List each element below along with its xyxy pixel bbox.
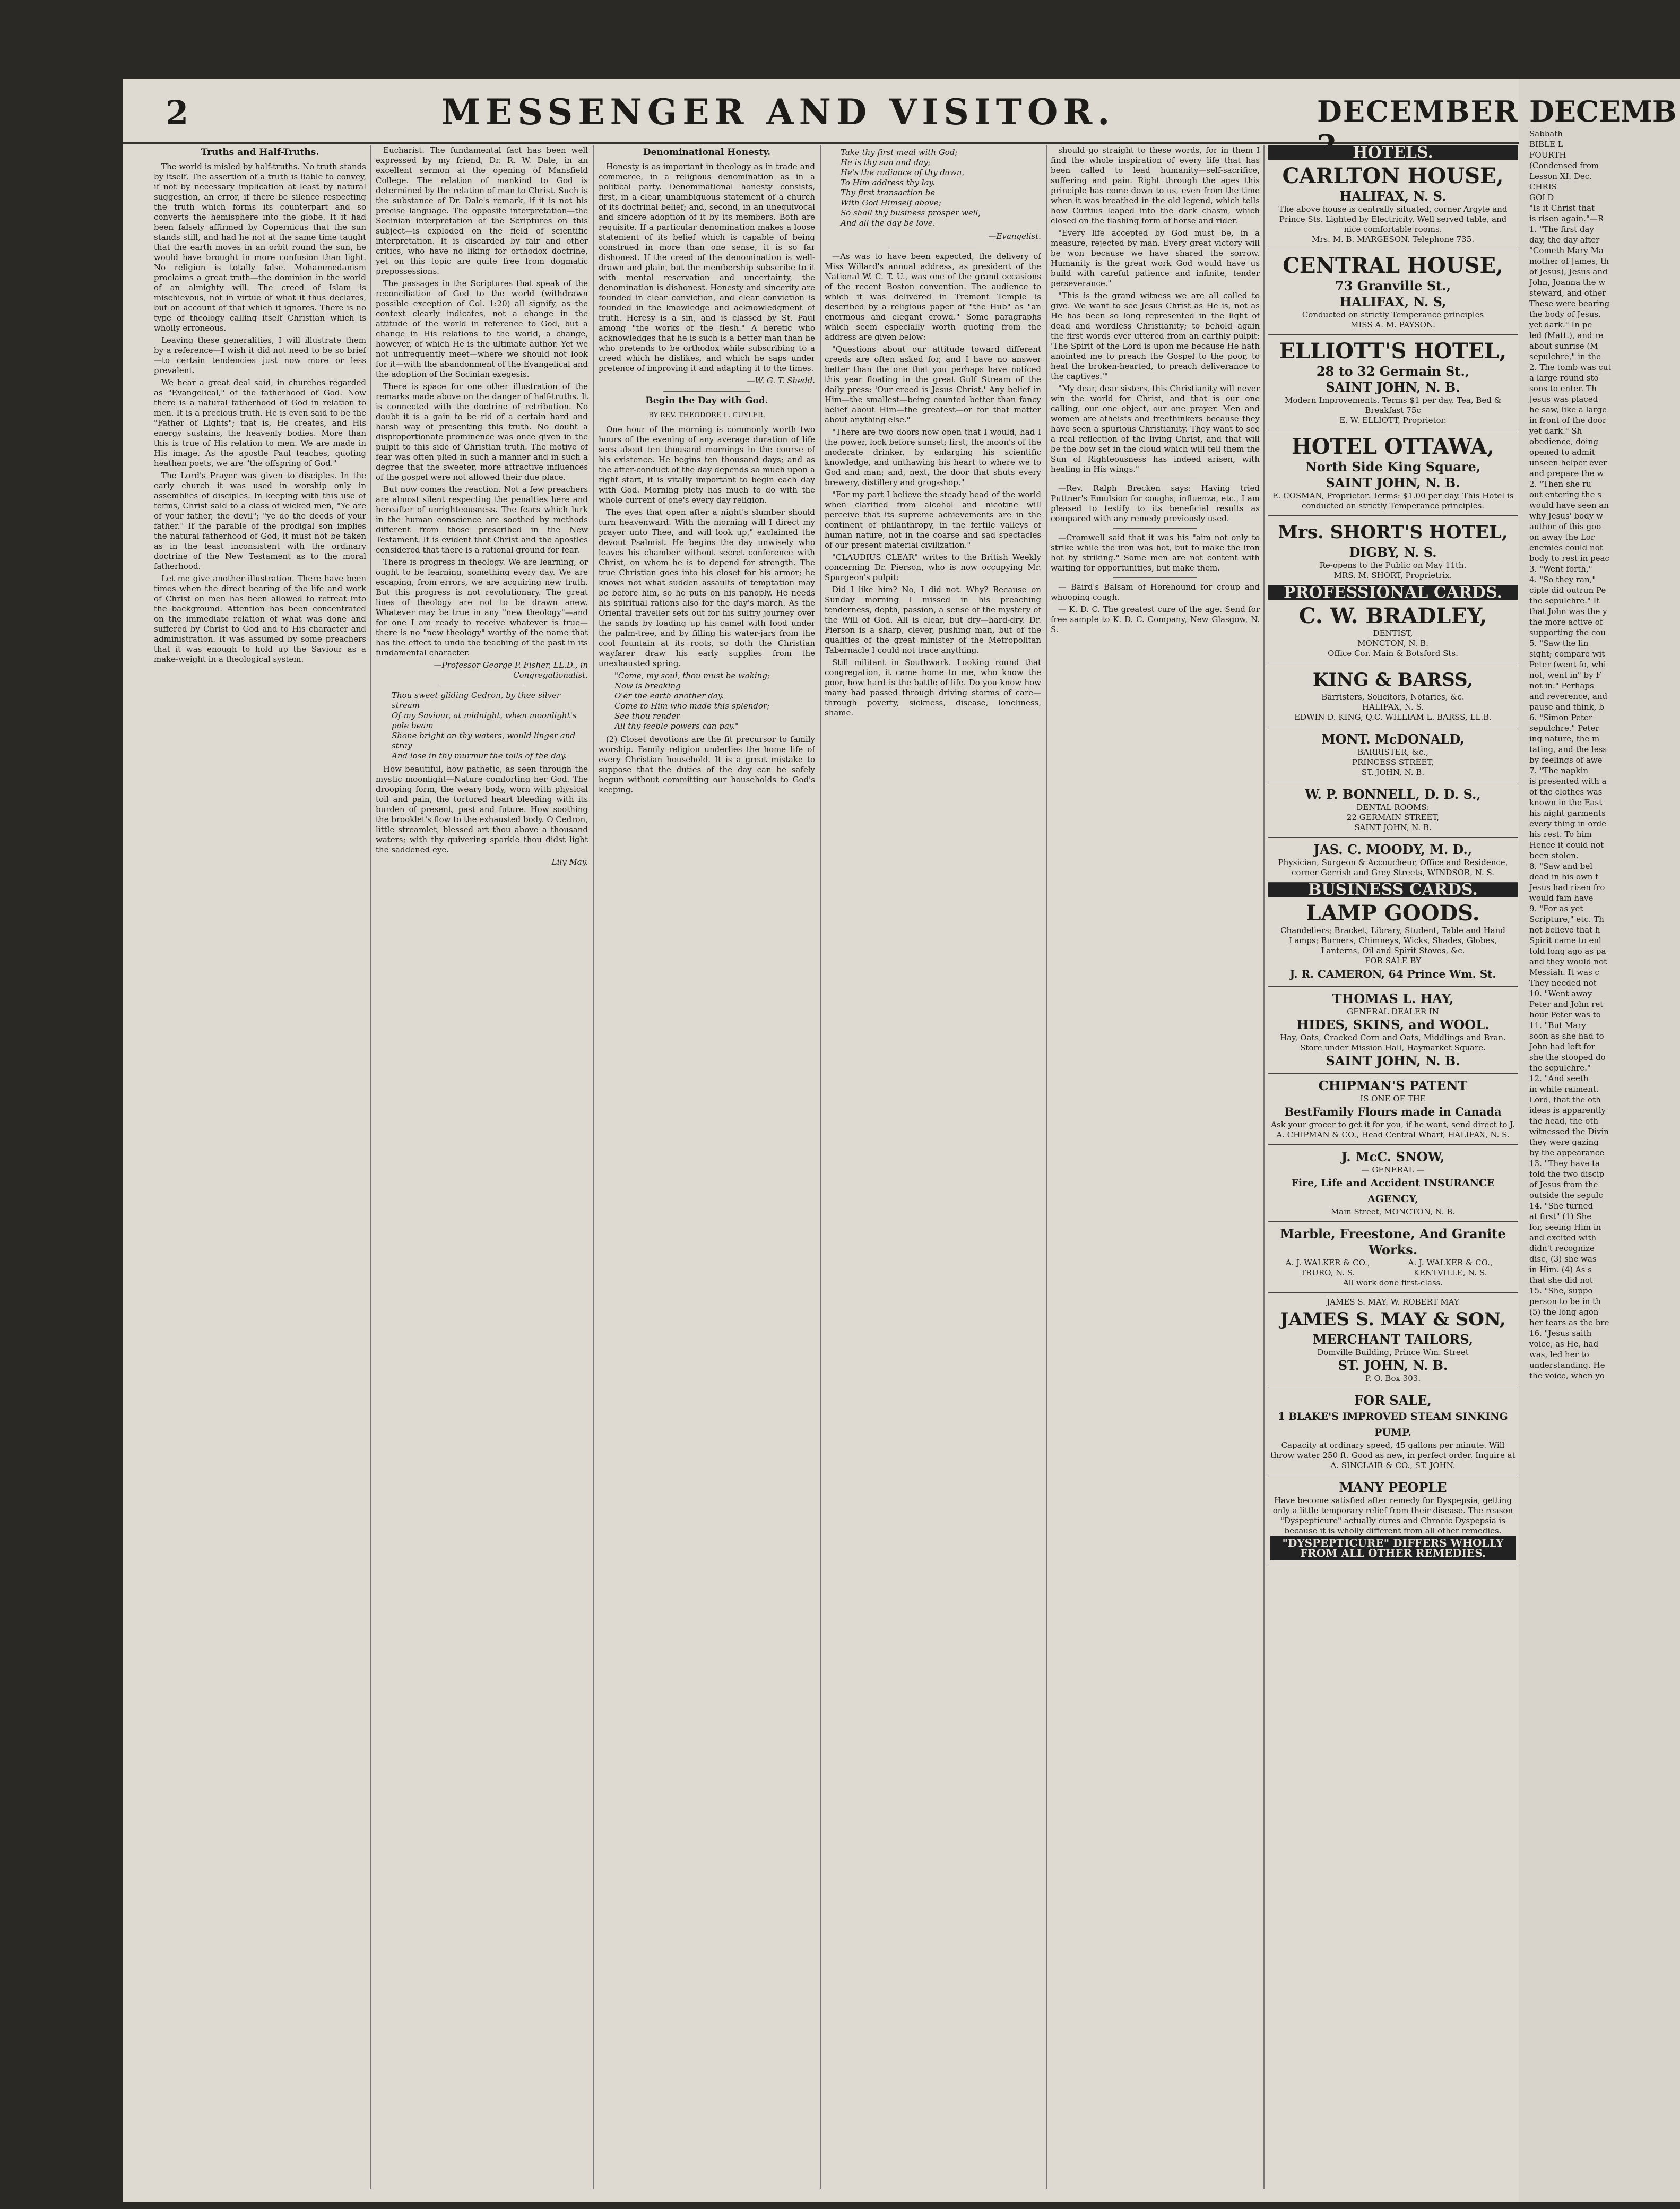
adjacent-page-line: of the clothes was: [1529, 787, 1603, 797]
paragraph: —Cromwell said that it was his "aim not only to strike while the iron was hot, but to make the iron hot by striking." Some men are not content with waiting for opportunities, but make them.: [1051, 533, 1260, 573]
adjacent-page-line: tating, and the less: [1529, 745, 1607, 754]
paragraph: "Every life accepted by God must be, in a measure, rejected by man. Every great victory will be won because we have shared the sorrow. Humanity is the great work God would have us build with careful patience and infinite, tender perseverance.": [1051, 228, 1260, 288]
adjacent-page-line: 4. "So they ran,": [1529, 575, 1596, 584]
ad-mcdonald: [1268, 727, 1518, 782]
adjacent-page-line: is presented with a: [1529, 776, 1607, 786]
article-signature: —Evangelist.: [988, 231, 1041, 241]
ad-city: HALIFAX, N. S,: [1339, 294, 1447, 309]
ad-title: JAMES S. MAY & SON,: [1280, 1309, 1506, 1330]
article-title: Truths and Half-Truths.: [201, 147, 319, 158]
ad-city: DIGBY, N. S.: [1349, 545, 1437, 560]
column-5: [1051, 145, 1260, 2194]
ad-title: Marble, Freestone, And Granite Works.: [1280, 1226, 1506, 1257]
adjacent-page-line: 15. "She, suppo: [1529, 1286, 1593, 1296]
adjacent-page-line: told the two discip: [1529, 1169, 1605, 1179]
adjacent-page-line: hour Peter was to: [1529, 1010, 1601, 1020]
ad-thomas-hay: [1268, 987, 1518, 1074]
adjacent-page-line: voice, as He, had: [1529, 1339, 1599, 1349]
adjacent-page-lines: [1529, 128, 1680, 1381]
ad-city: ST. JOHN, N. B.: [1338, 1358, 1448, 1373]
adjacent-page-date: DECEMB: [1529, 94, 1677, 128]
adjacent-page-line: 3. "Went forth,": [1529, 564, 1592, 574]
paragraph: Honesty is as important in theology as in trade and commerce, in a religious denomination as in a political party. Denominational honesty consists, first, in a clear, unambiguous statement of a church of its doctrinal belief; and, second, in an unequivocal and sincere adoption of it by its members. Both are requisite. If a particular denomination makes a loose statement of its belief which is capable of being construed in more than one sense, it is so far dishonest. If the creed of the denomination is well-drawn and plain, but the membership subscribe to it with mental reservation and uncertainty, the denomination is dishonest. Honesty and sincerity are founded in clear conviction, and clear conviction is founded in the knowledge and acknowledgment of truth. Heresy is a sin, and is classed by St. Paul among "the works of the flesh." A heretic who acknowledges that he is such is a better man than he who pretends to be orthodox while subscribing to a creed which he dislikes, and which he saps under pretence of improving it and adapting it to the times.: [599, 162, 815, 373]
ad-shorts-hotel: [1268, 516, 1518, 585]
ad-may-son: [1268, 1293, 1518, 1388]
ad-location: A. J. WALKER & CO., TRURO, N. S.: [1285, 1258, 1370, 1278]
ad-body: Physician, Surgeon & Accoucheur, Office and Residence, corner Gerrish and Grey Streets, WINDSOR, N. S.: [1278, 858, 1508, 877]
adjacent-page-line: the head, the oth: [1529, 1116, 1599, 1126]
adjacent-page-line: obedience, doing: [1529, 437, 1598, 446]
separator: [1113, 577, 1197, 578]
adjacent-page: [1519, 79, 1680, 2202]
adjacent-page-line: 7. "The napkin: [1529, 766, 1589, 775]
paragraph: "Questions about our attitude toward different creeds are often asked for, and I have no answer better than the one that you perhaps have noticed this year floating in the great Gulf Stream of the daily press: 'Our creed is Jesus Christ.' Any belief in Him—the smallest—being counted better than fancy belief about Him—the greatest—or for that matter about anything else.": [825, 344, 1041, 425]
separator: [1113, 528, 1197, 529]
adjacent-page-line: the sepulchre.": [1529, 1063, 1591, 1073]
paragraph: Did I like him? No, I did not. Why? Because on Sunday morning I missed in his preaching tenderness, depth, passion, a sense of the mystery of the Will of God. All is clear, but dry—hard-dry. Dr. Pierson is a sharp, clever, pushing man, but of the qualities of the great minister of the Metropolitan Tabernacle I could not trace anything.: [825, 585, 1041, 655]
issue-date: DECEMBER: [1317, 94, 1519, 128]
adjacent-page-line: unseen helper ever: [1529, 458, 1607, 468]
paragraph: But now comes the reaction. Not a few preachers are almost silent respecting the penalties here and hereafter of unrighteousness. The fears which lurk in the human conscience are soothed by methods different from those prescribed in the New Testament. It is evident that Christ and the apostles considered that there is a rational ground for fear.: [376, 485, 588, 555]
column-rule: [370, 145, 371, 2189]
newspaper-page: [123, 79, 1521, 2202]
paragraph: "There are two doors now open that I would, had I the power, lock before sunset; first, the moon's of the moderate drinker, by enlarging his scientific knowledge, and unthawing his heart to where we to God and man; and, next, the door that shuts every brewery, distillery and grog-shop.": [825, 427, 1041, 487]
paper-name: MESSENGER AND VISITOR.: [441, 91, 1115, 133]
paragraph: "CLAUDIUS CLEAR" writes to the British Weekly concerning Dr. Pierson, who is now occupying Mr. Spurgeon's pulpit:: [825, 553, 1041, 582]
adjacent-page-line: the sepulchre." It: [1529, 596, 1600, 606]
ad-title: HOTEL OTTAWA,: [1291, 434, 1495, 459]
ad-subtitle: DENTAL ROOMS:: [1356, 803, 1430, 812]
adjacent-page-line: and excited with: [1529, 1233, 1597, 1242]
adjacent-page-line: 14. "She turned: [1529, 1201, 1594, 1211]
adjacent-page-line: her tears as the bre: [1529, 1318, 1609, 1327]
adjacent-page-line: been stolen.: [1529, 851, 1579, 860]
adjacent-page-line: 12. "And seeth: [1529, 1074, 1589, 1083]
adjacent-page-line: by the appearance: [1529, 1148, 1605, 1158]
ad-proprietor: MISS A. M. PAYSON.: [1350, 320, 1435, 330]
adjacent-page-line: he saw, like a large: [1529, 405, 1607, 415]
paragraph: "This is the grand witness we are all called to give. We want to see Jesus Christ as He is, not as He has been so long represented in the light of dead and wordless Christianity; to behold again the first words ever uttered from an earthly pulpit: 'The Spirit of the Lord is upon me because He hath anointed me to preach the Gospel to the poor, to heal the broken-hearted, to preach deliverance to the captives.'": [1051, 291, 1260, 381]
adjacent-page-line: 9. "For as yet: [1529, 904, 1583, 913]
adjacent-page-line: sight; compare wit: [1529, 649, 1605, 659]
paragraph: —Rev. Ralph Brecken says: Having tried Puttner's Emulsion for coughs, influenza, etc., I am pleased to testify to its beneficial results as compared with any remedy previously used.: [1051, 484, 1260, 523]
adjacent-page-line: of Jesus from the: [1529, 1180, 1598, 1189]
adjacent-page-line: 13. "They have ta: [1529, 1159, 1600, 1168]
ad-subtitle: IS ONE OF THE: [1360, 1094, 1426, 1103]
adjacent-page-line: not believe that h: [1529, 925, 1600, 935]
adjacent-page-line: Spirit came to enl: [1529, 936, 1601, 945]
ad-body: Have become satisfied after remedy for Dyspepsia, getting only a little temporary relief from their disease. The reason "Dyspepticure" actually cures and Chronic Dyspepsia is because it is wholly different from all other remedies.: [1272, 1496, 1513, 1535]
ad-city: MONCTON, N. B.: [1357, 638, 1428, 648]
ad-title: CENTRAL HOUSE,: [1283, 253, 1503, 278]
column-rule: [820, 145, 821, 2189]
adjacent-page-line: why Jesus' body w: [1529, 511, 1603, 521]
paragraph: How beautiful, how pathetic, as seen through the mystic moonlight—Nature comforting her God. The drooping form, the weary body, worn with physical toil and pain, the tortured heart bleeding with its burden of present, past and future. How soothing the brooklet's flow to the exhausted body. O Cedron, little streamlet, blessed art thou above a thousand waters; with thy quivering sparkle thou didst light the saddened eye.: [376, 764, 588, 855]
ad-body: Capacity at ordinary speed, 45 gallons per minute. Will throw water 250 ft. Good as new, in perfect order. Inquire at A. SINCLAIR & CO., ST. JOHN.: [1270, 1440, 1516, 1470]
article-signature: —Professor George P. Fisher, LL.D., in Congregationalist.: [434, 660, 588, 680]
adjacent-page-line: yet dark." Sh: [1529, 426, 1582, 436]
adjacent-page-line: the body of Jesus.: [1529, 309, 1601, 319]
adjacent-page-line: Peter and John ret: [1529, 999, 1604, 1009]
paragraph: "For my part I believe the steady head of the world when clarified from alcohol and nicotine will perceive that its supreme achievements are in the continent of philanthropy, in the fertile valleys of human nature, not in the coarse and sad spectacles of our present material civilization.": [825, 490, 1041, 550]
masthead: [123, 79, 1521, 144]
ad-moody: [1268, 838, 1518, 883]
ad-body: All work done first-class.: [1343, 1278, 1443, 1288]
ad-address: 28 to 32 Germain St.,: [1316, 364, 1470, 379]
ad-address: North Side King Square,: [1305, 459, 1481, 474]
column-2: [376, 145, 588, 2194]
adjacent-page-line: (Condensed from: [1529, 161, 1599, 170]
ad-chipman: [1268, 1074, 1518, 1145]
ad-title: JAS. C. MOODY, M. D.,: [1313, 842, 1473, 857]
adjacent-page-line: witnessed the Divin: [1529, 1127, 1609, 1136]
ad-subtitle: FOR SALE BY: [1364, 956, 1422, 965]
ad-title: C. W. BRADLEY,: [1298, 603, 1487, 628]
adjacent-page-line: Lord, that the oth: [1529, 1095, 1601, 1104]
ad-proprietor: Mrs. M. B. MARGESON. Telephone 735.: [1311, 235, 1475, 244]
article-signature: —W. G. T. Shedd.: [747, 376, 815, 385]
adjacent-page-line: they were gazing: [1529, 1137, 1599, 1147]
ad-subtitle: DENTIST,: [1373, 628, 1413, 638]
adjacent-page-line: sepulchre," in the: [1529, 352, 1601, 361]
ad-subtitle: MERCHANT TAILORS,: [1312, 1332, 1474, 1347]
adjacent-page-line: outside the sepulc: [1529, 1190, 1603, 1200]
ad-snow-insurance: [1268, 1145, 1518, 1222]
ad-goods: BestFamily Flours made in Canada: [1284, 1105, 1502, 1118]
ad-seller: J. R. CAMERON, 64 Prince Wm. St.: [1289, 968, 1496, 980]
paragraph: The Lord's Prayer was given to disciples. In the early church it was used in worship only in assemblies of disciples. In keeping with this use of terms, Christ said to a class of wicked men, "Ye are of your father, the devil"; "ye do the deeds of your father." If the parable of the prodigal son implies the natural fatherhood of God, it must not be taken as in the least inconsistent with the ordinary doctrine of the New Testament as to the moral fatherhood.: [154, 471, 366, 571]
adjacent-page-line: 2. The tomb was cut: [1529, 363, 1612, 372]
adjacent-page-line: in white raiment.: [1529, 1084, 1599, 1094]
paragraph: — Baird's Balsam of Horehound for croup and whooping cough.: [1051, 582, 1260, 602]
ad-city: SAINT JOHN, N. B.: [1326, 475, 1460, 490]
ad-address: Domville Building, Prince Wm. Street: [1317, 1348, 1469, 1357]
ad-title: THOMAS L. HAY,: [1332, 991, 1454, 1006]
adjacent-page-line: that John was the y: [1529, 607, 1607, 616]
ad-goods: 1 BLAKE'S IMPROVED STEAM SINKING PUMP.: [1278, 1411, 1508, 1438]
adjacent-page-line: every thing in orde: [1529, 819, 1607, 829]
ad-goods: HIDES, SKINS, and WOOL.: [1296, 1017, 1490, 1032]
adjacent-page-line: the voice, when yo: [1529, 1371, 1605, 1380]
ad-proprietor: MRS. M. SHORT, Proprietrix.: [1333, 571, 1452, 580]
adjacent-page-line: They needed not: [1529, 978, 1597, 988]
page-number: 2: [166, 93, 189, 132]
column-4: [825, 145, 1041, 2194]
ad-for-sale: [1268, 1388, 1518, 1475]
ad-title: CARLTON HOUSE,: [1282, 163, 1504, 188]
ad-address: 22 GERMAIN STREET,: [1346, 813, 1440, 822]
adjacent-page-line: John had left for: [1529, 1042, 1595, 1051]
adjacent-page-line: and they would not: [1529, 957, 1607, 967]
ad-city: HALIFAX, N. S.: [1362, 702, 1424, 712]
adjacent-page-line: opened to admit: [1529, 447, 1595, 457]
ad-city: ST. JOHN, N. B.: [1361, 767, 1425, 777]
paragraph: Let me give another illustration. There have been times when the direct bearing of the life and work of Christ on men has been allowed to retreat into the background. Attention has been concentrated on the immediate relation of what was done and suffered by Christ to God and to His character and administration. It was assumed by some preachers that it was enough to hold up the Saviour as a make-weight in a theological system.: [154, 574, 366, 664]
adjacent-page-line: Scripture," etc. Th: [1529, 914, 1604, 924]
article-byline: BY REV. THEODORE L. CUYLER.: [648, 411, 765, 419]
ad-title: W. P. BONNELL, D. D. S.,: [1305, 787, 1481, 802]
adjacent-page-line: for, seeing Him in: [1529, 1222, 1601, 1232]
adjacent-page-line: Messiah. It was c: [1529, 968, 1599, 977]
adjacent-page-line: didn't recognize: [1529, 1244, 1595, 1253]
paragraph: —As was to have been expected, the delivery of Miss Willard's annual address, as president of the National W. C. T. U., was one of the grand occasions of the recent Boston convention. The audience to which it was delivered in Tremont Temple is described by a religious paper of "the Hub" as "an enormous and elegant crowd." Some paragraphs which seem especially worth quoting from the address are given below:: [825, 252, 1041, 342]
section-band-business: BUSINESS CARDS.: [1268, 883, 1518, 897]
ad-hotel-ottawa: [1268, 430, 1518, 516]
adjacent-page-line: body to rest in peac: [1529, 554, 1609, 563]
column-3: [599, 145, 815, 2194]
adjacent-page-line: These were bearing: [1529, 299, 1610, 308]
ad-box: P. O. Box 303.: [1365, 1374, 1421, 1383]
ad-goods: Fire, Life and Accident INSURANCE AGENCY,: [1291, 1177, 1495, 1205]
ad-title: CHIPMAN'S PATENT: [1318, 1078, 1468, 1093]
ad-title: FOR SALE,: [1354, 1393, 1432, 1408]
ad-body: Conducted on strictly Temperance principles: [1302, 310, 1484, 320]
ad-body: Office Cor. Main & Botsford Sts.: [1328, 649, 1458, 658]
ad-body: Modern Improvements. Terms $1 per day. Tea, Bed & Breakfast 75c: [1284, 395, 1502, 415]
ad-city: SAINT JOHN, N. B.: [1326, 1053, 1460, 1068]
adjacent-page-line: Jesus had risen fro: [1529, 883, 1605, 892]
ad-body: E. COSMAN, Proprietor. Terms: $1.00 per day. This Hotel is conducted on strictly Temperance principles.: [1272, 491, 1514, 511]
adjacent-page-line: about sunrise (M: [1529, 341, 1598, 351]
ad-king-barss: [1268, 663, 1518, 727]
ad-elliotts-hotel: [1268, 335, 1518, 430]
adjacent-page-line: that she did not: [1529, 1275, 1593, 1285]
adjacent-page-line: Hence it could not: [1529, 840, 1604, 850]
poem-verse: Take thy first meal with God; He is thy sun and day; He's the radiance of thy dawn, To Him address thy lay. Thy first transaction be With God Himself above; So shall thy business prosper well, And all the day be love.: [841, 148, 981, 228]
adjacent-page-line: yet dark." In pe: [1529, 320, 1592, 330]
adjacent-page-line: CHRIS: [1529, 182, 1557, 192]
ad-title: KING & BARSS,: [1312, 669, 1474, 691]
adjacent-page-line: mother of James, th: [1529, 256, 1609, 266]
paragraph: Leaving these generalities, I will illustrate them by a reference—I wish it did not need to be so brief—to certain tendencies just now more or less prevalent.: [154, 335, 366, 375]
adjacent-page-line: enemies could not: [1529, 543, 1603, 553]
column-1: [154, 145, 366, 2194]
paragraph: There is progress in theology. We are learning, or ought to be learning, something every day. We are escaping, from errors, we are acquiring new truth. But this progress is not revolutionary. The great lines of theology are not to be drawn anew. Whatever may be true in any "new theology"—and for one I am ready to receive whatever is true—there is no "new theology" worthy of the name that has the effect to undo the teaching of the past in its fundamental character.: [376, 557, 588, 658]
ads-column: [1268, 145, 1518, 2194]
adjacent-page-line: sons to enter. Th: [1529, 384, 1597, 393]
adjacent-page-line: 2. "Then she ru: [1529, 479, 1591, 489]
section-band-hotels: HOTELS.: [1268, 145, 1518, 160]
paragraph: One hour of the morning is commonly worth two hours of the evening of any average duration of life sees about ten thousand mornings in the course of his existence. He begins ten thousand days; and as the after-conduct of the day depends so much upon a right start, it is vitally important to begin each day with God. Morning piety has much to do with the whole current of one's every day religion.: [599, 425, 815, 505]
adjacent-page-line: Peter (went fo, whi: [1529, 660, 1606, 669]
adjacent-page-line: would have seen an: [1529, 501, 1609, 510]
column-rule: [1263, 145, 1265, 2189]
adjacent-page-line: author of this goo: [1529, 522, 1601, 531]
adjacent-page-line: not, went in" by F: [1529, 670, 1601, 680]
paragraph: The passages in the Scriptures that speak of the reconciliation of God to the world (withdrawn possible exception of Col. 1:20) all signify, as the context clearly indicates, not a change in the attitude of the world in reference to God, but a change in His relations to the world, a change, however, of which He is the ultimate author. Yet we not unfrequently meet—where we should not look for it—with the abandonment of the Evangelical and the adoption of the Socinian exegesis.: [376, 279, 588, 379]
adjacent-page-line: his night garments: [1529, 808, 1606, 818]
ad-title: MANY PEOPLE: [1339, 1480, 1447, 1495]
column-rule: [593, 145, 594, 2189]
adjacent-page-line: known in the East: [1529, 798, 1603, 807]
ad-body: Re-opens to the Public on May 11th.: [1319, 560, 1467, 570]
ad-title: ELLIOTT'S HOTEL,: [1279, 339, 1507, 364]
adjacent-page-line: in Him. (4) As s: [1529, 1265, 1592, 1274]
adjacent-page-line: was, led her to: [1529, 1350, 1589, 1359]
adjacent-page-line: out entering the s: [1529, 490, 1601, 499]
adjacent-page-line: ing nature, the m: [1529, 734, 1600, 744]
adjacent-page-line: is risen again."—R: [1529, 214, 1604, 223]
adjacent-page-line: of Jesus), Jesus and: [1529, 267, 1608, 277]
adjacent-page-line: FOURTH: [1529, 150, 1566, 160]
ad-title: MONT. McDONALD,: [1321, 731, 1465, 747]
adjacent-page-line: 1. "The first day: [1529, 225, 1594, 234]
ad-bonnell: [1268, 782, 1518, 838]
ad-address: 73 Granville St.,: [1335, 278, 1451, 294]
adjacent-page-line: Sabbath: [1529, 129, 1563, 139]
adjacent-page-line: ideas is apparently: [1529, 1106, 1606, 1115]
ad-subtitle: BARRISTER, &c.,: [1357, 747, 1428, 757]
adjacent-page-line: "Is it Christ that: [1529, 203, 1595, 213]
ad-title: LAMP GOODS.: [1306, 901, 1480, 926]
ad-city: HALIFAX, N. S.: [1339, 188, 1447, 204]
adjacent-page-line: "Cometh Mary Ma: [1529, 246, 1604, 255]
adjacent-page-line: in front of the door: [1529, 416, 1606, 425]
ad-body: EDWIN D. KING, Q.C. WILLIAM L. BARSS, LL.B.: [1294, 712, 1492, 722]
ad-bradley-dentist: [1268, 600, 1518, 663]
adjacent-page-line: and reverence, and: [1529, 692, 1608, 701]
ad-body: Chandeliers; Bracket, Library, Student, Table and Hand Lamps; Burners, Chimneys, Wicks, Shades, Globes, Lanterns, Oil and Spirit Stoves, &c.: [1280, 926, 1505, 955]
poem-verse: "Come, my soul, thou must be waking; Now is breaking O'er the earth another day. Come to Him who made this splendor; See thou render All thy feeble powers can pay.": [614, 671, 770, 731]
poem-verse: Thou sweet gliding Cedron, by thee silver stream Of my Saviour, at midnight, when moonlight's pale beam Shone bright on thy waters, would linger and stray And lose in thy murmur the toils of the day.: [392, 691, 577, 761]
adjacent-page-line: Jesus was placed: [1529, 394, 1598, 404]
adjacent-page-line: supporting the cou: [1529, 628, 1606, 637]
section-band-professional: PROFESSIONAL CARDS.: [1268, 585, 1518, 600]
adjacent-page-line: pause and think, b: [1529, 702, 1604, 712]
adjacent-page-line: 10. "Went away: [1529, 989, 1592, 998]
adjacent-page-line: 11. "But Mary: [1529, 1021, 1586, 1030]
paragraph: There is space for one other illustration of the remarks made above on the danger of half-truths. It is connected with the doctrine of retribution. No doubt it is a gain to be rid of a certain hard and harsh way of presenting this truth. No doubt a disproportionate prominence was once given in the pulpit to this side of Christian truth. The motive of fear was often plied in such a manner and in such a degree that the sweeter, more attractive influences of the gospel were not allowed their due place.: [376, 382, 588, 482]
adjacent-page-line: 16. "Jesus saith: [1529, 1328, 1592, 1338]
paragraph: The world is misled by half-truths. No truth stands by itself. The assertion of a truth is liable to convey, if not by necessary implication at least by natural suggestion, an error, if there be silence respecting the truth which forms its counterpart and so converts the hemisphere into the globe. It it had been falsely affirmed by Copernicus that the sun stands still, and had he not at the same time taught that the earth moves in an orbit round the sun, he would have brought in more confusion than light. No religion is totally false. Mohammedanism proclaims a great truth—the dominion in the world of an almighty will. The creed of Islam is mischievous, not in virtue of what it thus declares, but on account of that which it ignores. There is no type of theology calling itself Christian which is wholly erroneous.: [154, 162, 366, 333]
ad-city: SAINT JOHN, N. B.: [1326, 379, 1460, 395]
paragraph: We hear a great deal said, in churches regarded as "Evangelical," of the fatherhood of God. Now there is a natural fatherhood of God in relation to men. It is a precious truth. He is even said to be the "Father of Lights"; that is, He creates, and His energy sustains, the heavenly bodies. More than this is true of His relation to men. We are made in His image. As the apostle Paul teaches, quoting heathen poets, we are "the offspring of God.": [154, 378, 366, 468]
ad-carlton-house: [1268, 160, 1518, 249]
separator: [663, 391, 750, 392]
article-signature: Lily May.: [551, 857, 588, 867]
ad-names: JAMES S. MAY. W. ROBERT MAY: [1327, 1297, 1459, 1307]
adjacent-page-line: disc, (3) she was: [1529, 1254, 1597, 1264]
ad-many-people: [1268, 1475, 1518, 1565]
adjacent-page-line: soon as she had to: [1529, 1031, 1604, 1041]
adjacent-page-line: dead in his own t: [1529, 872, 1599, 882]
ad-city: Main Street, MONCTON, N. B.: [1330, 1207, 1456, 1216]
adjacent-page-line: Lesson XI. Dec.: [1529, 171, 1592, 181]
adjacent-page-line: person to be in th: [1529, 1297, 1601, 1306]
ad-lamp-goods: [1268, 897, 1518, 987]
adjacent-page-line: would fain have: [1529, 893, 1594, 903]
column-rule: [1046, 145, 1047, 2189]
ad-banner: "DYSPEPTICURE" DIFFERS WHOLLY FROM ALL OTHER REMEDIES.: [1270, 1536, 1516, 1560]
adjacent-page-line: led (Matt.), and re: [1529, 331, 1604, 340]
adjacent-page-line: 5. "Saw the lin: [1529, 638, 1589, 648]
adjacent-page-line: at first" (1) She: [1529, 1212, 1592, 1221]
ad-body: Hay, Oats, Cracked Corn and Oats, Middlings and Bran. Store under Mission Hall, Haymarket Square.: [1280, 1033, 1506, 1052]
adjacent-page-line: by feelings of awe: [1529, 755, 1603, 765]
paragraph: Still militant in Southwark. Looking round that congregation, it came home to me, who know the poor, how hard is the battle of life. Do you know how many had passed through driving storms of care—through poverty, sickness, disease, loneliness, shame.: [825, 658, 1041, 718]
article-title: Begin the Day with God.: [645, 395, 768, 406]
ad-subtitle: Barristers, Solicitors, Notaries, &c.: [1321, 692, 1465, 702]
paragraph: (2) Closet devotions are the fit precursor to family worship. Family religion underlies the home life of every Christian household. It is a great mistake to suppose that the duties of the day can be safely begun without committing our households to God's keeping.: [599, 735, 815, 795]
ad-body: The above house is centrally situated, corner Argyle and Prince Sts. Lighted by Electricity. Well served table, and nice comfortable rooms.: [1278, 204, 1508, 234]
ad-title: Mrs. SHORT'S HOTEL,: [1278, 522, 1508, 543]
paragraph: — K. D. C. The greatest cure of the age. Send for free sample to K. D. C. Company, New Glasgow, N. S.: [1051, 605, 1260, 634]
adjacent-page-line: the more active of: [1529, 617, 1603, 627]
adjacent-page-line: GOLD: [1529, 193, 1554, 202]
adjacent-page-line: a large round sto: [1529, 373, 1599, 383]
adjacent-page-line: sepulchre." Peter: [1529, 723, 1599, 733]
ad-central-house: [1268, 249, 1518, 335]
ad-marble-works: [1268, 1222, 1518, 1293]
adjacent-page-line: she the stooped do: [1529, 1052, 1606, 1062]
ad-address: PRINCESS STREET,: [1352, 757, 1434, 767]
ad-location: A. J. WALKER & CO., KENTVILLE, N. S.: [1408, 1258, 1493, 1278]
adjacent-page-line: and prepare the w: [1529, 469, 1604, 478]
adjacent-page-line: on away the Lor: [1529, 532, 1595, 542]
adjacent-page-line: steward, and other: [1529, 288, 1606, 298]
paragraph: should go straight to these words, for in them I find the whole inspiration of every life that has been called to lead humanity—self-sacrifice, suffering and pain. Right through the ages this principle has come down to us, even from the time when it was breathed in the old legend, which tells how Curtius leaped into the dark chasm, which closed on the flashing form of horse and rider.: [1051, 145, 1260, 226]
paragraph: Eucharist. The fundamental fact has been well expressed by my friend, Dr. R. W. Dale, in an excellent sermon at the opening of Mansfield College. The relation of mankind to God is determined by the relation of man to Christ. Such is the substance of Dr. Dale's remark, if it is not his precise language. The opposite interpretation—the Socinian interpretation of the Scriptures on this subject—is exploded on the field of scientific interpretation. It is discarded by fair and other critics, who have no liking for orthodox doctrine, yet on this topic are quite free from dogmatic prepossessions.: [376, 145, 588, 276]
ad-subtitle: — GENERAL —: [1361, 1165, 1425, 1175]
ad-title: J. McC. SNOW,: [1341, 1149, 1445, 1164]
adjacent-page-line: day, the day after: [1529, 235, 1600, 245]
adjacent-page-line: (5) the long agon: [1529, 1307, 1599, 1317]
adjacent-page-line: 8. "Saw and bel: [1529, 861, 1593, 871]
adjacent-page-line: John, Joanna the w: [1529, 278, 1606, 287]
adjacent-page-content: [1529, 79, 1680, 1381]
adjacent-page-line: ciple did outrun Pe: [1529, 585, 1606, 595]
adjacent-page-line: 6. "Simon Peter: [1529, 713, 1593, 722]
adjacent-page-line: understanding. He: [1529, 1360, 1605, 1370]
paragraph: The eyes that open after a night's slumber should turn heavenward. With the morning will I direct my prayer unto Thee, and will look up," exclaimed the devout Psalmist. He begins the day unwisely who leaves his chamber without secret conference with Christ, on whom he is to depend for strength. The true Christian goes into his closet for his armor; he knows not what sudden assaults of temptation may be before him, so he puts on his panoply. He needs his spiritual rations also for the day's march. As the Oriental traveller sets out for his sultry journey over the sands by loading up his camel with food under the palm-tree, and by filling his water-jars from the cool fountain at its roots, so doth the Christian wayfarer draw his early supplies from the unexhausted spring.: [599, 507, 815, 668]
ad-city: SAINT JOHN, N. B.: [1354, 823, 1432, 832]
ad-proprietor: E. W. ELLIOTT, Proprietor.: [1339, 416, 1447, 425]
paragraph: "My dear, dear sisters, this Christianity will never win the world for Christ, and that is our one calling, our one object, our one prayer. Men and women are atheists and freethinkers because they have seen a spurious Christianity. They want to see a real reflection of the living Christ, and that will be the bow set in the cloud which will tell them the Sun of Righteousness has indeed arisen, with healing in His wings.": [1051, 384, 1260, 474]
ad-subtitle: GENERAL DEALER IN: [1347, 1007, 1439, 1016]
article-title: Denominational Honesty.: [643, 147, 771, 158]
adjacent-page-line: BIBLE L: [1529, 140, 1563, 149]
adjacent-page-line: told long ago as pa: [1529, 946, 1606, 956]
ad-locations: [1270, 1258, 1516, 1278]
adjacent-page-line: not in." Perhaps: [1529, 681, 1594, 691]
adjacent-page-line: his rest. To him: [1529, 830, 1592, 839]
ad-body: Ask your grocer to get it for you, if he wont, send direct to J. A. CHIPMAN & CO., Head Central Wharf, HALIFAX, N. S.: [1271, 1120, 1515, 1140]
